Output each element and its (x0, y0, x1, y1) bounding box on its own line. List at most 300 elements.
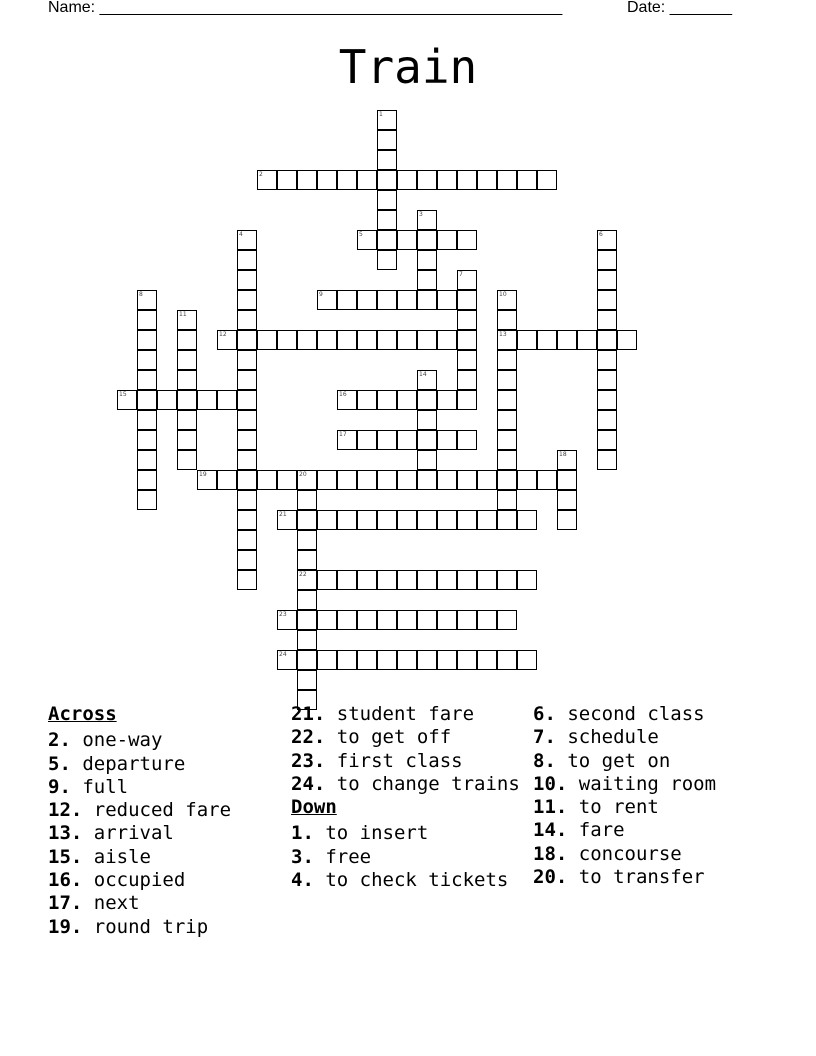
grid-cell[interactable] (457, 310, 477, 330)
grid-cell[interactable] (477, 470, 497, 490)
grid-cell[interactable] (377, 170, 397, 190)
grid-cell[interactable] (557, 450, 577, 470)
grid-cell[interactable] (537, 170, 557, 190)
grid-cell[interactable] (377, 110, 397, 130)
clue-item (291, 869, 526, 892)
grid-cell[interactable] (457, 290, 477, 310)
clue-text: first class (325, 749, 463, 772)
grid-cell[interactable] (397, 390, 417, 410)
across-clue-list-continued (291, 703, 526, 796)
grid-cell[interactable] (357, 510, 377, 530)
grid-cell[interactable] (437, 470, 457, 490)
grid-cell[interactable] (357, 230, 377, 250)
grid-cell[interactable] (417, 170, 437, 190)
clue-text: occupied (82, 869, 186, 892)
grid-cell[interactable] (417, 430, 437, 450)
clue-item (48, 776, 283, 799)
grid-cell[interactable] (317, 470, 337, 490)
grid-cell[interactable] (177, 350, 197, 370)
grid-cell[interactable] (317, 650, 337, 670)
grid-cell[interactable] (117, 390, 137, 410)
grid-cell[interactable] (597, 310, 617, 330)
clue-number: 19. (48, 915, 83, 938)
clue-number-label: 18 (559, 451, 567, 458)
grid-cell[interactable] (137, 370, 157, 390)
grid-cell[interactable] (397, 170, 417, 190)
grid-cell[interactable] (457, 470, 477, 490)
grid-cell[interactable] (497, 390, 517, 410)
grid-cell[interactable] (337, 470, 357, 490)
clue-item (533, 773, 773, 796)
grid-cell[interactable] (517, 330, 537, 350)
grid-cell[interactable] (377, 470, 397, 490)
grid-cell[interactable] (297, 550, 317, 570)
clue-number: 15. (48, 845, 83, 868)
grid-cell[interactable] (337, 430, 357, 450)
grid-cell[interactable] (357, 390, 377, 410)
grid-cell[interactable] (397, 230, 417, 250)
clue-text: to change trains (325, 772, 520, 795)
clue-item (533, 843, 773, 866)
grid-cell[interactable] (597, 350, 617, 370)
grid-cell[interactable] (497, 370, 517, 390)
grid-cell[interactable] (497, 170, 517, 190)
grid-cell[interactable] (437, 510, 457, 530)
grid-cell[interactable] (137, 490, 157, 510)
grid-cell[interactable] (337, 170, 357, 190)
grid-cell[interactable] (377, 230, 397, 250)
grid-cell[interactable] (177, 390, 197, 410)
clue-text: to rent (567, 796, 659, 819)
clue-number-label: 8 (139, 291, 143, 298)
grid-cell[interactable] (317, 570, 337, 590)
down-clue-list-continued (533, 703, 773, 889)
grid-cell[interactable] (337, 330, 357, 350)
grid-cell[interactable] (577, 330, 597, 350)
clue-item (533, 866, 773, 889)
grid-cell[interactable] (597, 270, 617, 290)
grid-cell[interactable] (457, 330, 477, 350)
grid-cell[interactable] (437, 230, 457, 250)
grid-cell[interactable] (357, 650, 377, 670)
grid-cell[interactable] (457, 390, 477, 410)
grid-cell[interactable] (297, 330, 317, 350)
grid-cell[interactable] (557, 470, 577, 490)
grid-cell[interactable] (277, 610, 297, 630)
grid-cell[interactable] (297, 510, 317, 530)
clue-number-label: 9 (319, 291, 323, 298)
grid-cell[interactable] (597, 430, 617, 450)
clue-number-label: 15 (119, 391, 127, 398)
grid-cell[interactable] (537, 330, 557, 350)
clue-number-label: 6 (599, 231, 603, 238)
grid-cell[interactable] (437, 290, 457, 310)
grid-cell[interactable] (317, 170, 337, 190)
grid-cell[interactable] (417, 290, 437, 310)
clue-item (48, 892, 283, 915)
clue-text: schedule (555, 726, 659, 749)
grid-cell[interactable] (437, 170, 457, 190)
grid-cell[interactable] (357, 570, 377, 590)
grid-cell[interactable] (417, 210, 437, 230)
clue-number-label: 22 (299, 571, 307, 578)
grid-cell[interactable] (377, 330, 397, 350)
grid-cell[interactable] (517, 170, 537, 190)
grid-cell[interactable] (537, 470, 557, 490)
grid-cell[interactable] (377, 510, 397, 530)
grid-cell[interactable] (597, 390, 617, 410)
clue-item (291, 773, 526, 796)
grid-cell[interactable] (237, 410, 257, 430)
grid-cell[interactable] (417, 370, 437, 390)
clue-number: 9. (48, 775, 71, 798)
grid-cell[interactable] (397, 510, 417, 530)
grid-cell[interactable] (457, 510, 477, 530)
clue-text: to get on (555, 749, 671, 772)
grid-cell[interactable] (157, 390, 177, 410)
clue-number: 3. (291, 845, 314, 868)
clue-number: 4. (291, 869, 314, 892)
clue-number: 21. (291, 703, 326, 725)
clue-text: next (82, 892, 140, 915)
grid-cell[interactable] (297, 530, 317, 550)
grid-cell[interactable] (477, 570, 497, 590)
grid-cell[interactable] (237, 530, 257, 550)
grid-cell[interactable] (137, 410, 157, 430)
grid-cell[interactable] (277, 650, 297, 670)
grid-cell[interactable] (437, 570, 457, 590)
clue-number: 10. (533, 772, 568, 795)
clue-number: 2. (48, 729, 71, 752)
down-heading: Down (291, 796, 337, 819)
grid-cell[interactable] (237, 330, 257, 350)
grid-cell[interactable] (557, 490, 577, 510)
grid-cell[interactable] (297, 490, 317, 510)
clue-item (291, 750, 526, 773)
grid-cell[interactable] (397, 470, 417, 490)
grid-cell[interactable] (397, 330, 417, 350)
clue-number: 23. (291, 749, 326, 772)
grid-cell[interactable] (417, 390, 437, 410)
grid-cell[interactable] (377, 570, 397, 590)
clue-number: 24. (291, 772, 326, 795)
grid-cell[interactable] (297, 610, 317, 630)
clue-number: 17. (48, 892, 83, 915)
grid-cell[interactable] (497, 310, 517, 330)
clue-item (48, 799, 283, 822)
puzzle-title: Train (338, 40, 478, 94)
grid-cell[interactable] (417, 330, 437, 350)
clue-number: 6. (533, 703, 556, 725)
grid-cell[interactable] (417, 410, 437, 430)
grid-cell[interactable] (177, 330, 197, 350)
grid-cell[interactable] (417, 610, 437, 630)
grid-cell[interactable] (237, 270, 257, 290)
down-clue-list (291, 822, 526, 892)
clue-item (533, 703, 773, 726)
grid-cell[interactable] (497, 610, 517, 630)
clue-text: reduced fare (82, 799, 232, 822)
grid-cell[interactable] (137, 430, 157, 450)
grid-cell[interactable] (377, 290, 397, 310)
clue-number: 1. (291, 822, 314, 845)
grid-cell[interactable] (197, 390, 217, 410)
clue-number: 11. (533, 796, 568, 819)
grid-cell[interactable] (137, 350, 157, 370)
grid-cell[interactable] (357, 330, 377, 350)
clue-number-label: 21 (279, 511, 287, 518)
grid-cell[interactable] (337, 290, 357, 310)
grid-cell[interactable] (417, 230, 437, 250)
grid-cell[interactable] (177, 430, 197, 450)
grid-cell[interactable] (137, 390, 157, 410)
clues-column-3 (533, 703, 773, 889)
clue-text: full (70, 775, 129, 798)
clue-text: to check tickets (313, 869, 509, 892)
grid-cell[interactable] (477, 170, 497, 190)
grid-cell[interactable] (237, 430, 257, 450)
grid-cell[interactable] (137, 290, 157, 310)
clue-number: 14. (533, 819, 568, 842)
grid-cell[interactable] (517, 470, 537, 490)
clue-item (533, 796, 773, 819)
clue-text: to get off (325, 726, 452, 749)
grid-cell[interactable] (237, 470, 257, 490)
grid-cell[interactable] (497, 490, 517, 510)
grid-cell[interactable] (477, 650, 497, 670)
grid-cell[interactable] (237, 230, 257, 250)
grid-cell[interactable] (137, 450, 157, 470)
grid-cell[interactable] (377, 390, 397, 410)
grid-cell[interactable] (437, 430, 457, 450)
grid-cell[interactable] (337, 390, 357, 410)
grid-cell[interactable] (337, 570, 357, 590)
grid-cell[interactable] (517, 510, 537, 530)
clue-item (48, 753, 283, 776)
grid-cell[interactable] (297, 170, 317, 190)
clue-number: 16. (48, 869, 83, 892)
grid-cell[interactable] (297, 630, 317, 650)
grid-cell[interactable] (497, 450, 517, 470)
grid-cell[interactable] (257, 470, 277, 490)
grid-cell[interactable] (377, 150, 397, 170)
grid-cell[interactable] (437, 610, 457, 630)
grid-cell[interactable] (417, 570, 437, 590)
clue-item (291, 846, 526, 869)
clue-number-label: 7 (459, 271, 463, 278)
grid-cell[interactable] (557, 330, 577, 350)
grid-cell[interactable] (137, 330, 157, 350)
clue-text: to insert (313, 822, 429, 845)
grid-cell[interactable] (237, 370, 257, 390)
grid-cell[interactable] (437, 650, 457, 670)
clue-item (291, 822, 526, 845)
grid-cell[interactable] (477, 610, 497, 630)
grid-cell[interactable] (297, 470, 317, 490)
grid-cell[interactable] (617, 330, 637, 350)
name-field-label: Name: ____________________________________________________ (48, 0, 563, 16)
grid-cell[interactable] (377, 250, 397, 270)
grid-cell[interactable] (237, 390, 257, 410)
grid-cell[interactable] (417, 510, 437, 530)
grid-cell[interactable] (417, 250, 437, 270)
grid-cell[interactable] (597, 250, 617, 270)
clue-item (48, 822, 283, 845)
grid-cell[interactable] (457, 230, 477, 250)
clue-number: 22. (291, 726, 326, 749)
grid-cell[interactable] (517, 570, 537, 590)
grid-cell[interactable] (217, 390, 237, 410)
clue-number: 8. (533, 749, 556, 772)
grid-cell[interactable] (377, 430, 397, 450)
grid-cell[interactable] (417, 470, 437, 490)
grid-cell[interactable] (337, 610, 357, 630)
clue-text: to transfer (567, 866, 705, 889)
clue-number-label: 5 (359, 231, 363, 238)
grid-cell[interactable] (497, 470, 517, 490)
grid-cell[interactable] (177, 370, 197, 390)
grid-cell[interactable] (557, 510, 577, 530)
clue-number: 5. (48, 752, 71, 775)
grid-cell[interactable] (517, 650, 537, 670)
grid-cell[interactable] (477, 510, 497, 530)
grid-cell[interactable] (137, 470, 157, 490)
grid-cell[interactable] (417, 450, 437, 470)
clue-text: concourse (567, 842, 682, 865)
grid-cell[interactable] (177, 410, 197, 430)
grid-cell[interactable] (497, 410, 517, 430)
grid-cell[interactable] (457, 350, 477, 370)
grid-cell[interactable] (237, 570, 257, 590)
grid-cell[interactable] (377, 190, 397, 210)
grid-cell[interactable] (277, 330, 297, 350)
grid-cell[interactable] (377, 210, 397, 230)
grid-cell[interactable] (497, 510, 517, 530)
clue-item (533, 819, 773, 842)
grid-cell[interactable] (417, 650, 437, 670)
grid-cell[interactable] (317, 290, 337, 310)
grid-cell[interactable] (457, 610, 477, 630)
grid-cell[interactable] (357, 470, 377, 490)
grid-cell[interactable] (237, 310, 257, 330)
grid-cell[interactable] (437, 330, 457, 350)
grid-cell[interactable] (317, 610, 337, 630)
clue-number-label: 14 (419, 371, 427, 378)
grid-cell[interactable] (237, 250, 257, 270)
grid-cell[interactable] (597, 410, 617, 430)
grid-cell[interactable] (597, 230, 617, 250)
grid-cell[interactable] (297, 590, 317, 610)
clue-number: 18. (533, 842, 568, 865)
grid-cell[interactable] (357, 610, 377, 630)
grid-cell[interactable] (457, 370, 477, 390)
grid-cell[interactable] (457, 170, 477, 190)
grid-cell[interactable] (237, 550, 257, 570)
grid-cell[interactable] (277, 510, 297, 530)
clue-number-label: 1 (379, 111, 383, 118)
grid-cell[interactable] (137, 310, 157, 330)
grid-cell[interactable] (397, 290, 417, 310)
grid-cell[interactable] (277, 170, 297, 190)
grid-cell[interactable] (297, 650, 317, 670)
grid-cell[interactable] (317, 330, 337, 350)
grid-cell[interactable] (437, 390, 457, 410)
clue-text: student fare (325, 703, 475, 725)
grid-cell[interactable] (257, 170, 277, 190)
grid-cell[interactable] (357, 430, 377, 450)
grid-cell[interactable] (277, 470, 297, 490)
clue-number-label: 23 (279, 611, 287, 618)
clue-text: aisle (82, 845, 151, 868)
clue-number-label: 13 (499, 331, 507, 338)
grid-cell[interactable] (397, 610, 417, 630)
grid-cell[interactable] (377, 130, 397, 150)
grid-cell[interactable] (397, 430, 417, 450)
grid-cell[interactable] (497, 570, 517, 590)
grid-cell[interactable] (197, 470, 217, 490)
grid-cell[interactable] (597, 450, 617, 470)
grid-cell[interactable] (337, 650, 357, 670)
grid-cell[interactable] (457, 430, 477, 450)
grid-cell[interactable] (237, 290, 257, 310)
grid-cell[interactable] (217, 470, 237, 490)
clue-item (48, 846, 283, 869)
clue-text: second class (555, 703, 705, 725)
grid-cell[interactable] (237, 490, 257, 510)
grid-cell[interactable] (237, 450, 257, 470)
clue-number-label: 2 (259, 171, 263, 178)
grid-cell[interactable] (397, 650, 417, 670)
grid-cell[interactable] (237, 350, 257, 370)
grid-cell[interactable] (497, 350, 517, 370)
clue-item (48, 729, 283, 752)
grid-cell[interactable] (597, 330, 617, 350)
grid-cell[interactable] (497, 330, 517, 350)
grid-cell[interactable] (457, 650, 477, 670)
grid-cell[interactable] (377, 610, 397, 630)
grid-cell[interactable] (317, 510, 337, 530)
grid-cell[interactable] (297, 670, 317, 690)
grid-cell[interactable] (177, 450, 197, 470)
grid-cell[interactable] (297, 570, 317, 590)
grid-cell[interactable] (497, 650, 517, 670)
grid-cell[interactable] (377, 650, 397, 670)
grid-cell[interactable] (177, 310, 197, 330)
clue-text: fare (567, 819, 625, 842)
grid-cell[interactable] (417, 270, 437, 290)
clue-number: 20. (533, 866, 568, 889)
grid-cell[interactable] (457, 570, 477, 590)
grid-cell[interactable] (237, 510, 257, 530)
clue-number: 12. (48, 799, 83, 822)
clue-number: 13. (48, 822, 83, 845)
grid-cell[interactable] (337, 510, 357, 530)
clue-item (48, 916, 283, 939)
clue-text: waiting room (567, 772, 717, 795)
grid-cell[interactable] (597, 290, 617, 310)
grid-cell[interactable] (497, 290, 517, 310)
grid-cell[interactable] (357, 170, 377, 190)
grid-cell[interactable] (257, 330, 277, 350)
clue-number-label: 12 (219, 331, 227, 338)
grid-cell[interactable] (357, 290, 377, 310)
clue-number-label: 10 (499, 291, 507, 298)
grid-cell[interactable] (217, 330, 237, 350)
grid-cell[interactable] (457, 270, 477, 290)
grid-cell[interactable] (397, 570, 417, 590)
grid-cell[interactable] (497, 430, 517, 450)
grid-cell[interactable] (597, 370, 617, 390)
